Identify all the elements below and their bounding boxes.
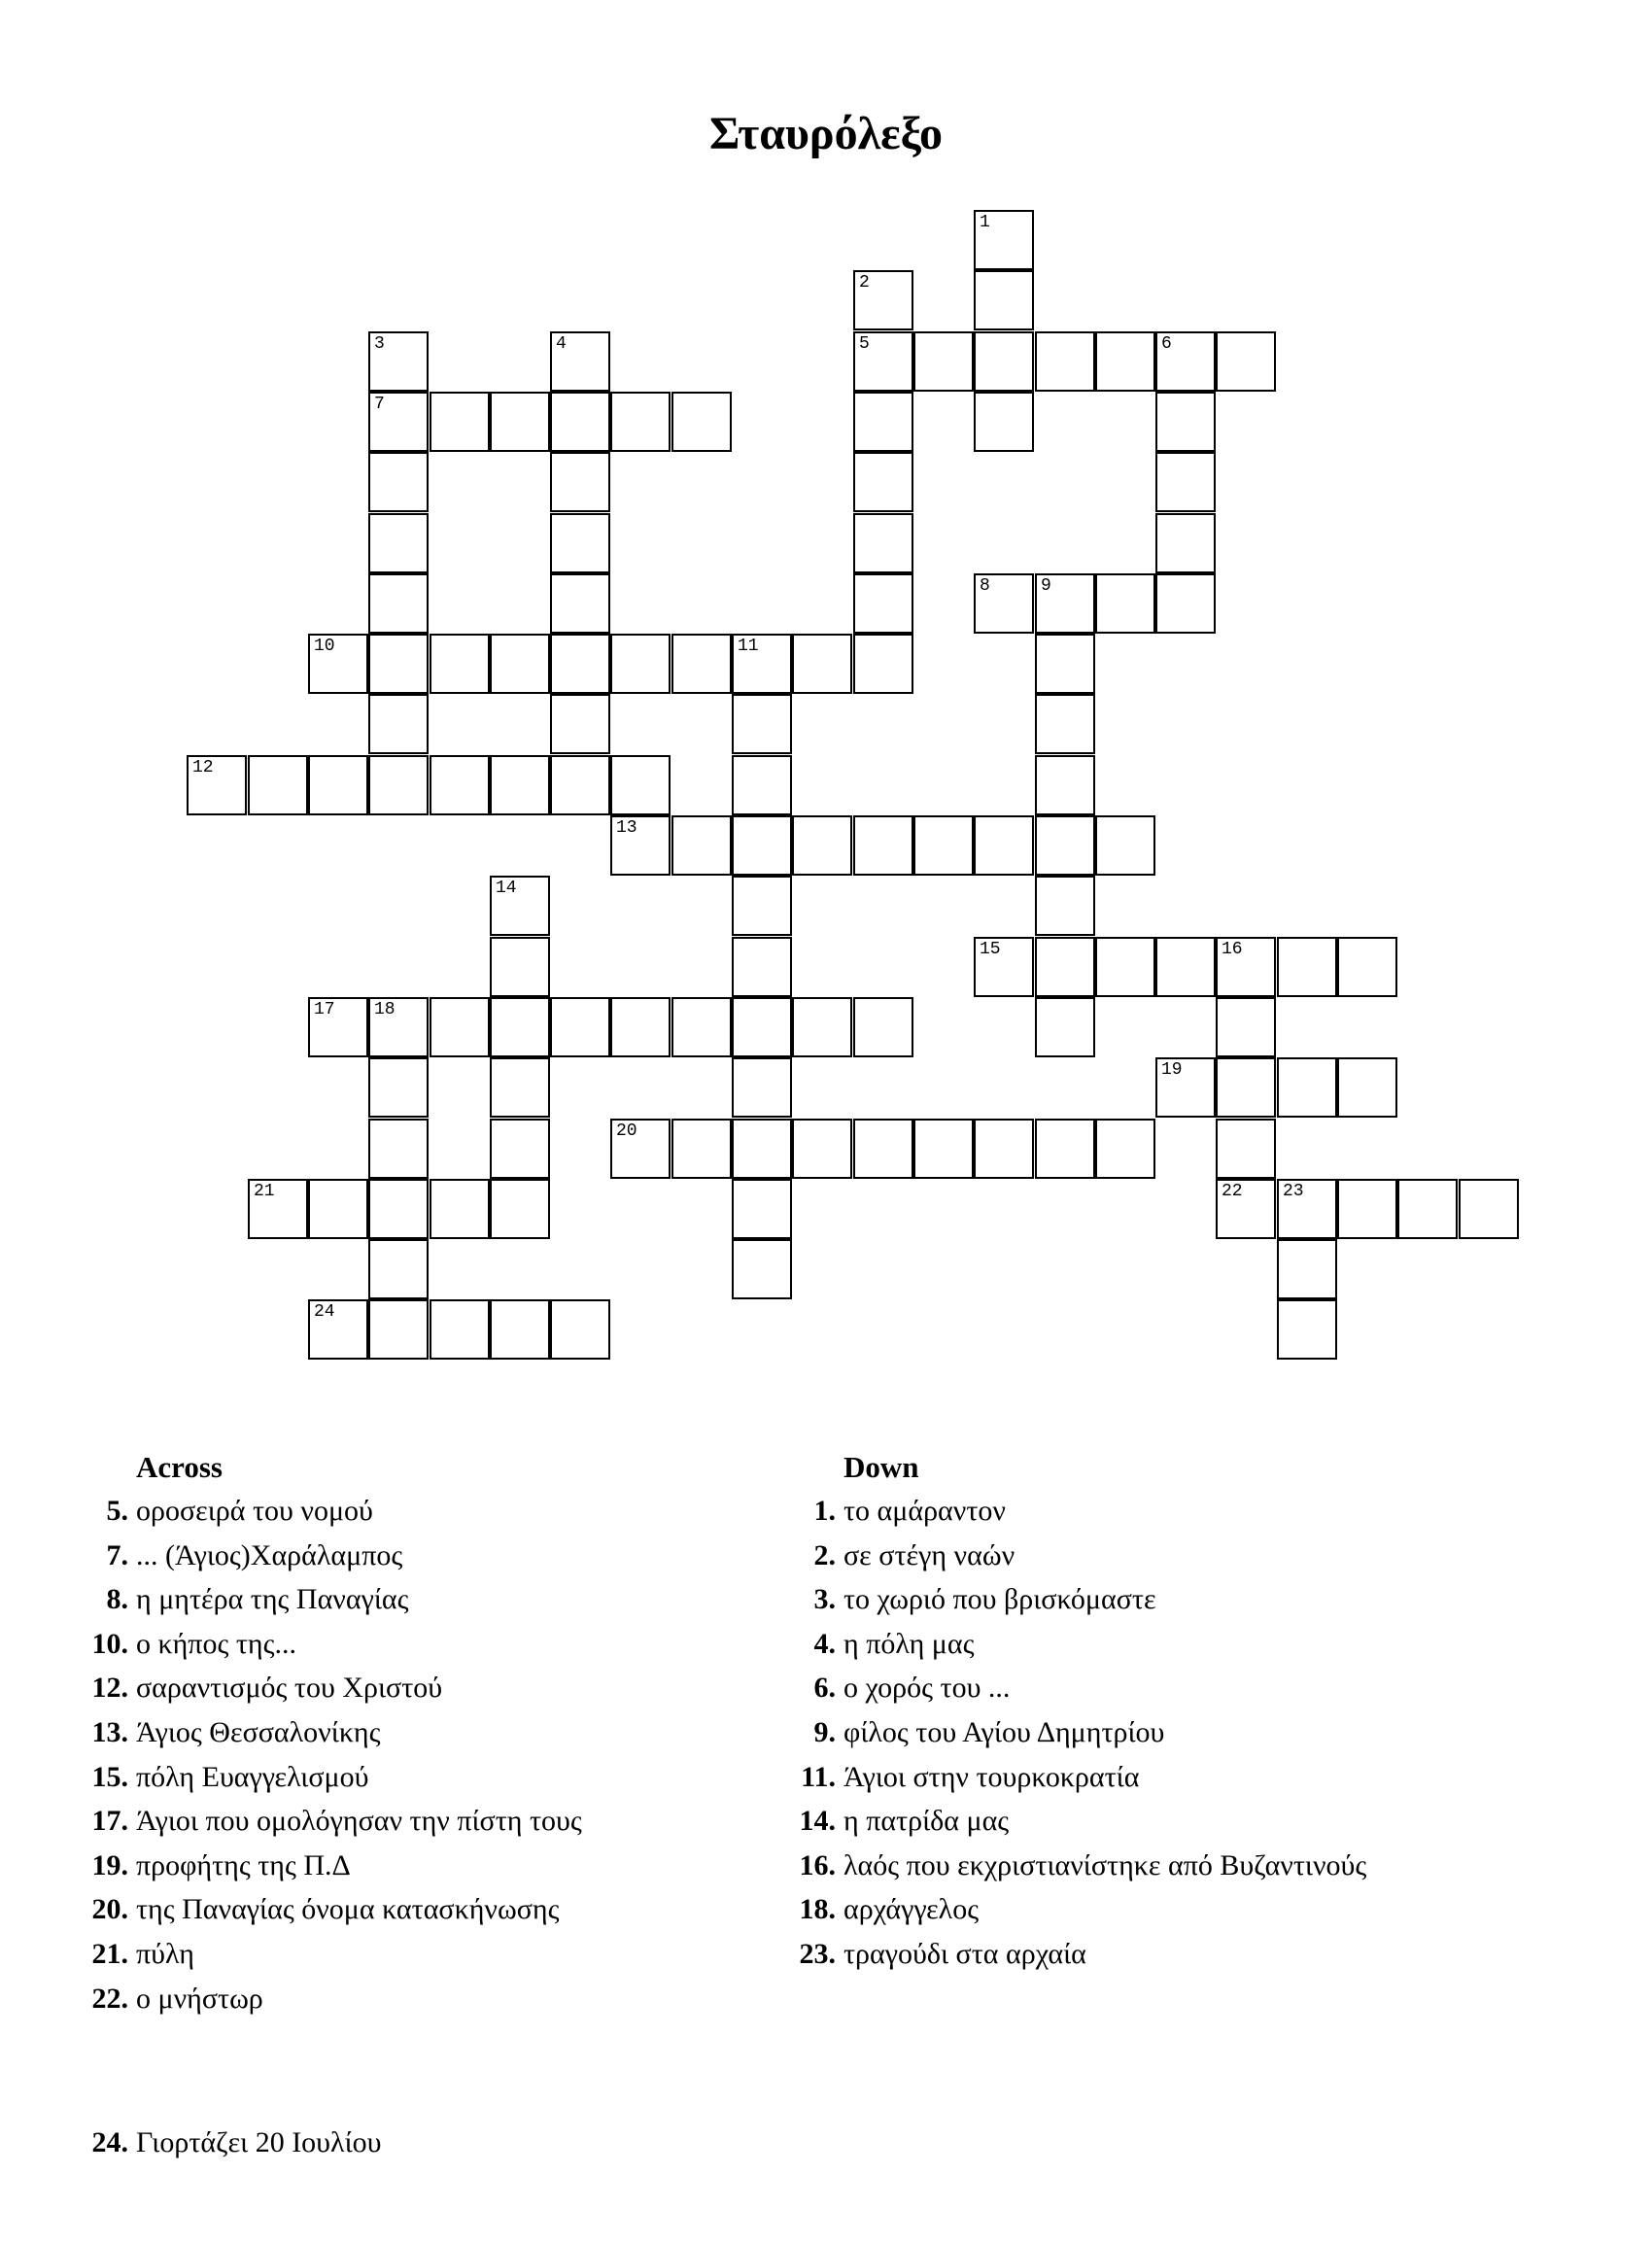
clue-number: 11. — [801, 1760, 836, 1793]
grid-cell[interactable] — [368, 573, 429, 634]
down-heading: Down — [843, 1450, 919, 1484]
grid-cell[interactable] — [368, 392, 429, 452]
grid-cell[interactable] — [1216, 1057, 1276, 1118]
grid-cell[interactable] — [1035, 755, 1095, 815]
grid-cell[interactable] — [1035, 331, 1095, 392]
grid-cell[interactable] — [1459, 1179, 1519, 1239]
grid-cell[interactable] — [1095, 1119, 1155, 1179]
grid-cell[interactable] — [1277, 1179, 1337, 1239]
cell-number: 9 — [1041, 576, 1051, 596]
grid-cell[interactable] — [430, 997, 490, 1057]
grid-cell[interactable] — [1277, 1057, 1337, 1118]
down-clue — [799, 1893, 980, 1926]
grid-cell[interactable] — [490, 937, 550, 997]
grid-cell[interactable] — [610, 392, 671, 452]
grid-cell[interactable] — [1155, 331, 1216, 392]
down-clue — [799, 1938, 1086, 1971]
grid-cell[interactable] — [732, 876, 792, 936]
cell-number: 15 — [980, 940, 1001, 959]
cell-number: 22 — [1222, 1182, 1243, 1201]
cell-number: 11 — [738, 637, 759, 656]
grid-cell[interactable] — [308, 1179, 368, 1239]
down-clue — [813, 1495, 1006, 1528]
grid-cell[interactable] — [974, 331, 1034, 392]
across-clue — [106, 1583, 409, 1616]
down-clue — [801, 1760, 1140, 1794]
grid-cell[interactable] — [853, 331, 913, 392]
clue-text: αρχάγγελος — [843, 1893, 980, 1926]
grid-cell[interactable] — [913, 1119, 974, 1179]
grid-cell[interactable] — [974, 392, 1034, 452]
across-clue — [91, 1938, 194, 1971]
grid-cell[interactable] — [1095, 573, 1155, 634]
across-clue — [106, 1495, 373, 1528]
grid-cell[interactable] — [1337, 1057, 1397, 1118]
grid-cell[interactable] — [853, 513, 913, 573]
grid-cell[interactable] — [490, 392, 550, 452]
grid-cell[interactable] — [792, 815, 852, 876]
grid-cell[interactable] — [1035, 815, 1095, 876]
grid-cell[interactable] — [1035, 694, 1095, 754]
clue-number: 7. — [106, 1538, 128, 1571]
across-clue — [91, 1805, 582, 1838]
down-clue — [813, 1538, 1015, 1572]
grid-cell[interactable] — [853, 573, 913, 634]
clue-number: 8. — [106, 1583, 128, 1616]
grid-cell[interactable] — [490, 997, 550, 1057]
cell-number: 4 — [556, 334, 567, 354]
clue-number: 23. — [799, 1938, 836, 1970]
grid-cell[interactable] — [610, 1119, 671, 1179]
clue-text: ο μνήστωρ — [136, 1982, 263, 2015]
cell-number: 12 — [192, 758, 214, 777]
clue-text: λαός που εκχριστιανίστηκε από Βυζαντινούς — [843, 1848, 1367, 1881]
cell-number: 21 — [254, 1182, 275, 1201]
clue-text: η πόλη μας — [843, 1627, 975, 1660]
grid-cell[interactable] — [1095, 815, 1155, 876]
grid-cell[interactable] — [853, 1119, 913, 1179]
grid-cell[interactable] — [974, 815, 1034, 876]
clue-number: 12. — [91, 1672, 128, 1705]
down-clue — [813, 1627, 975, 1661]
down-clue — [813, 1672, 1011, 1705]
grid-cell[interactable] — [853, 392, 913, 452]
grid-cell[interactable] — [1155, 513, 1216, 573]
grid-cell[interactable] — [671, 634, 732, 694]
grid-cell[interactable] — [610, 634, 671, 694]
grid-cell[interactable] — [974, 1119, 1034, 1179]
cell-number: 5 — [859, 334, 870, 354]
cell-number: 2 — [859, 273, 870, 293]
grid-cell[interactable] — [550, 634, 610, 694]
clue-number: 6. — [813, 1672, 836, 1705]
grid-cell[interactable] — [1216, 937, 1276, 997]
grid-cell[interactable] — [732, 1119, 792, 1179]
grid-cell[interactable] — [187, 755, 247, 815]
grid-cell[interactable] — [1035, 573, 1095, 634]
grid-cell[interactable] — [550, 755, 610, 815]
grid-cell[interactable] — [550, 1299, 610, 1360]
grid-cell[interactable] — [550, 331, 610, 392]
clue-number: 4. — [813, 1627, 836, 1660]
clue-number: 24. — [91, 2126, 128, 2158]
down-clue — [799, 1848, 1367, 1882]
clue-text: ο κήπος της... — [136, 1627, 296, 1660]
clue-text: προφήτης της Π.Δ — [136, 1848, 351, 1881]
grid-cell[interactable] — [671, 815, 732, 876]
grid-cell[interactable] — [1035, 937, 1095, 997]
clue-text: η πατρίδα μας — [843, 1805, 1010, 1838]
cell-number: 20 — [616, 1122, 637, 1141]
grid-cell[interactable] — [368, 1119, 429, 1179]
grid-cell[interactable] — [368, 755, 429, 815]
across-clue — [91, 1760, 369, 1794]
cell-number: 16 — [1222, 940, 1243, 959]
clue-number: 3. — [813, 1583, 836, 1616]
grid-cell[interactable] — [853, 815, 913, 876]
grid-cell[interactable] — [490, 1299, 550, 1360]
clue-number: 22. — [91, 1982, 128, 2015]
grid-cell[interactable] — [490, 755, 550, 815]
clue-number: 2. — [813, 1538, 836, 1571]
clue-number: 19. — [91, 1848, 128, 1881]
clue-number: 20. — [91, 1893, 128, 1926]
grid-cell[interactable] — [490, 876, 550, 936]
grid-cell[interactable] — [974, 573, 1034, 634]
grid-cell[interactable] — [1337, 1179, 1397, 1239]
cell-number: 19 — [1161, 1060, 1183, 1080]
grid-cell[interactable] — [550, 392, 610, 452]
across-heading: Across — [136, 1450, 223, 1484]
grid-cell[interactable] — [610, 815, 671, 876]
clue-text: Γιορτάζει 20 Ιουλίου — [136, 2126, 382, 2158]
clue-number: 16. — [799, 1848, 836, 1881]
clue-number: 1. — [813, 1495, 836, 1527]
grid-cell[interactable] — [732, 1179, 792, 1239]
grid-cell[interactable] — [1155, 452, 1216, 512]
grid-cell[interactable] — [1035, 876, 1095, 936]
clue-text: σαραντισμός του Χριστού — [136, 1672, 443, 1705]
grid-cell[interactable] — [1155, 937, 1216, 997]
clue-text: Άγιος Θεσσαλονίκης — [136, 1716, 381, 1748]
cell-number: 18 — [374, 1000, 396, 1019]
grid-cell[interactable] — [671, 1119, 732, 1179]
clue-text: φίλος του Αγίου Δημητρίου — [843, 1716, 1165, 1748]
grid-cell[interactable] — [430, 392, 490, 452]
grid-cell[interactable] — [550, 513, 610, 573]
grid-cell[interactable] — [974, 270, 1034, 330]
grid-cell[interactable] — [308, 1299, 368, 1360]
clue-text: το χωριό που βρισκόμαστε — [843, 1583, 1156, 1616]
grid-cell[interactable] — [610, 997, 671, 1057]
grid-cell[interactable] — [913, 815, 974, 876]
clue-text: η μητέρα της Παναγίας — [136, 1583, 409, 1616]
across-clue — [91, 1716, 381, 1749]
grid-cell[interactable] — [853, 997, 913, 1057]
across-clue — [91, 1627, 296, 1661]
grid-cell[interactable] — [792, 634, 852, 694]
grid-cell[interactable] — [671, 392, 732, 452]
grid-cell[interactable] — [430, 755, 490, 815]
grid-cell[interactable] — [368, 452, 429, 512]
clue-number: 17. — [91, 1805, 128, 1838]
grid-cell[interactable] — [1095, 331, 1155, 392]
grid-cell[interactable] — [1035, 997, 1095, 1057]
grid-cell[interactable] — [550, 573, 610, 634]
grid-cell[interactable] — [368, 1239, 429, 1299]
grid-cell[interactable] — [1035, 634, 1095, 694]
clue-number: 9. — [813, 1716, 836, 1748]
grid-cell[interactable] — [732, 634, 792, 694]
clue-number: 10. — [91, 1627, 128, 1660]
grid-cell[interactable] — [368, 513, 429, 573]
grid-cell[interactable] — [1397, 1179, 1458, 1239]
grid-cell[interactable] — [368, 997, 429, 1057]
cell-number: 10 — [314, 637, 335, 656]
cell-number: 13 — [616, 818, 637, 838]
down-clue — [813, 1583, 1156, 1616]
clue-text: Άγιοι στην τουρκοκρατία — [843, 1760, 1140, 1793]
grid-cell[interactable] — [248, 755, 308, 815]
grid-cell[interactable] — [853, 634, 913, 694]
grid-cell[interactable] — [974, 210, 1034, 270]
clue-text: της Παναγίας όνομα κατασκήνωσης — [136, 1893, 560, 1926]
grid-cell[interactable] — [490, 634, 550, 694]
grid-cell[interactable] — [368, 1179, 429, 1239]
clue-text: πόλη Ευαγγελισμού — [136, 1760, 369, 1793]
grid-cell[interactable] — [853, 452, 913, 512]
clue-number: 13. — [91, 1716, 128, 1748]
grid-cell[interactable] — [732, 937, 792, 997]
cell-number: 17 — [314, 1000, 335, 1019]
grid-cell[interactable] — [550, 452, 610, 512]
footer-clue — [91, 2126, 382, 2159]
clue-text: ... (Άγιος)Χαράλαμπος — [136, 1538, 403, 1571]
grid-cell[interactable] — [732, 997, 792, 1057]
page-title: Σταυρόλεξο — [708, 108, 944, 159]
grid-cell[interactable] — [430, 1299, 490, 1360]
grid-cell[interactable] — [490, 1179, 550, 1239]
grid-cell[interactable] — [732, 1057, 792, 1118]
cell-number: 8 — [980, 576, 990, 596]
across-clue — [91, 1982, 263, 2016]
clue-number: 14. — [799, 1805, 836, 1838]
grid-cell[interactable] — [1216, 1179, 1276, 1239]
grid-cell[interactable] — [308, 755, 368, 815]
cell-number: 14 — [496, 879, 517, 898]
clue-text: τραγούδι στα αρχαία — [843, 1938, 1086, 1970]
clue-number: 18. — [799, 1893, 836, 1926]
grid-cell[interactable] — [368, 1299, 429, 1360]
clue-number: 15. — [91, 1760, 128, 1793]
grid-cell[interactable] — [490, 1119, 550, 1179]
grid-cell[interactable] — [913, 331, 974, 392]
grid-cell[interactable] — [550, 694, 610, 754]
grid-cell[interactable] — [368, 634, 429, 694]
grid-cell[interactable] — [368, 694, 429, 754]
cell-number: 6 — [1161, 334, 1172, 354]
grid-cell[interactable] — [792, 997, 852, 1057]
grid-cell[interactable] — [610, 755, 671, 815]
grid-cell[interactable] — [792, 1119, 852, 1179]
grid-cell[interactable] — [368, 1057, 429, 1118]
grid-cell[interactable] — [308, 997, 368, 1057]
grid-cell[interactable] — [732, 694, 792, 754]
grid-cell[interactable] — [732, 1239, 792, 1299]
grid-cell[interactable] — [1277, 937, 1337, 997]
cell-number: 3 — [374, 334, 385, 354]
grid-cell[interactable] — [1277, 1299, 1337, 1360]
grid-cell[interactable] — [1155, 573, 1216, 634]
grid-cell[interactable] — [1337, 937, 1397, 997]
grid-cell[interactable] — [732, 755, 792, 815]
grid-cell[interactable] — [853, 270, 913, 330]
grid-cell[interactable] — [1155, 392, 1216, 452]
clue-text: σε στέγη ναών — [843, 1538, 1015, 1571]
grid-cell[interactable] — [248, 1179, 308, 1239]
grid-cell[interactable] — [490, 1057, 550, 1118]
grid-cell[interactable] — [308, 634, 368, 694]
grid-cell[interactable] — [1155, 1057, 1216, 1118]
across-clue — [91, 1672, 443, 1705]
cell-number: 24 — [314, 1302, 335, 1322]
grid-cell[interactable] — [1095, 937, 1155, 997]
across-clue — [91, 1893, 560, 1926]
clue-text: το αμάραντον — [843, 1495, 1006, 1527]
grid-cell[interactable] — [1216, 997, 1276, 1057]
clue-text: ο χορός του ... — [843, 1672, 1011, 1705]
grid-cell[interactable] — [974, 937, 1034, 997]
grid-cell[interactable] — [368, 331, 429, 392]
cell-number: 23 — [1283, 1182, 1304, 1201]
grid-cell[interactable] — [1035, 1119, 1095, 1179]
grid-cell[interactable] — [1277, 1239, 1337, 1299]
grid-cell[interactable] — [430, 1179, 490, 1239]
grid-cell[interactable] — [732, 815, 792, 876]
clue-text: Άγιοι που ομολόγησαν την πίστη τους — [136, 1805, 582, 1838]
across-clue — [91, 1848, 351, 1882]
down-clue — [813, 1716, 1165, 1749]
clue-number: 5. — [106, 1495, 128, 1527]
grid-cell[interactable] — [430, 634, 490, 694]
grid-cell[interactable] — [671, 997, 732, 1057]
grid-cell[interactable] — [1216, 331, 1276, 392]
clue-number: 21. — [91, 1938, 128, 1970]
down-clue — [799, 1805, 1010, 1838]
clue-text: πύλη — [136, 1938, 194, 1970]
cell-number: 7 — [374, 395, 385, 414]
across-clue — [106, 1538, 403, 1572]
grid-cell[interactable] — [550, 997, 610, 1057]
cell-number: 1 — [980, 213, 990, 232]
clue-text: οροσειρά του νομού — [136, 1495, 373, 1527]
grid-cell[interactable] — [1216, 1119, 1276, 1179]
